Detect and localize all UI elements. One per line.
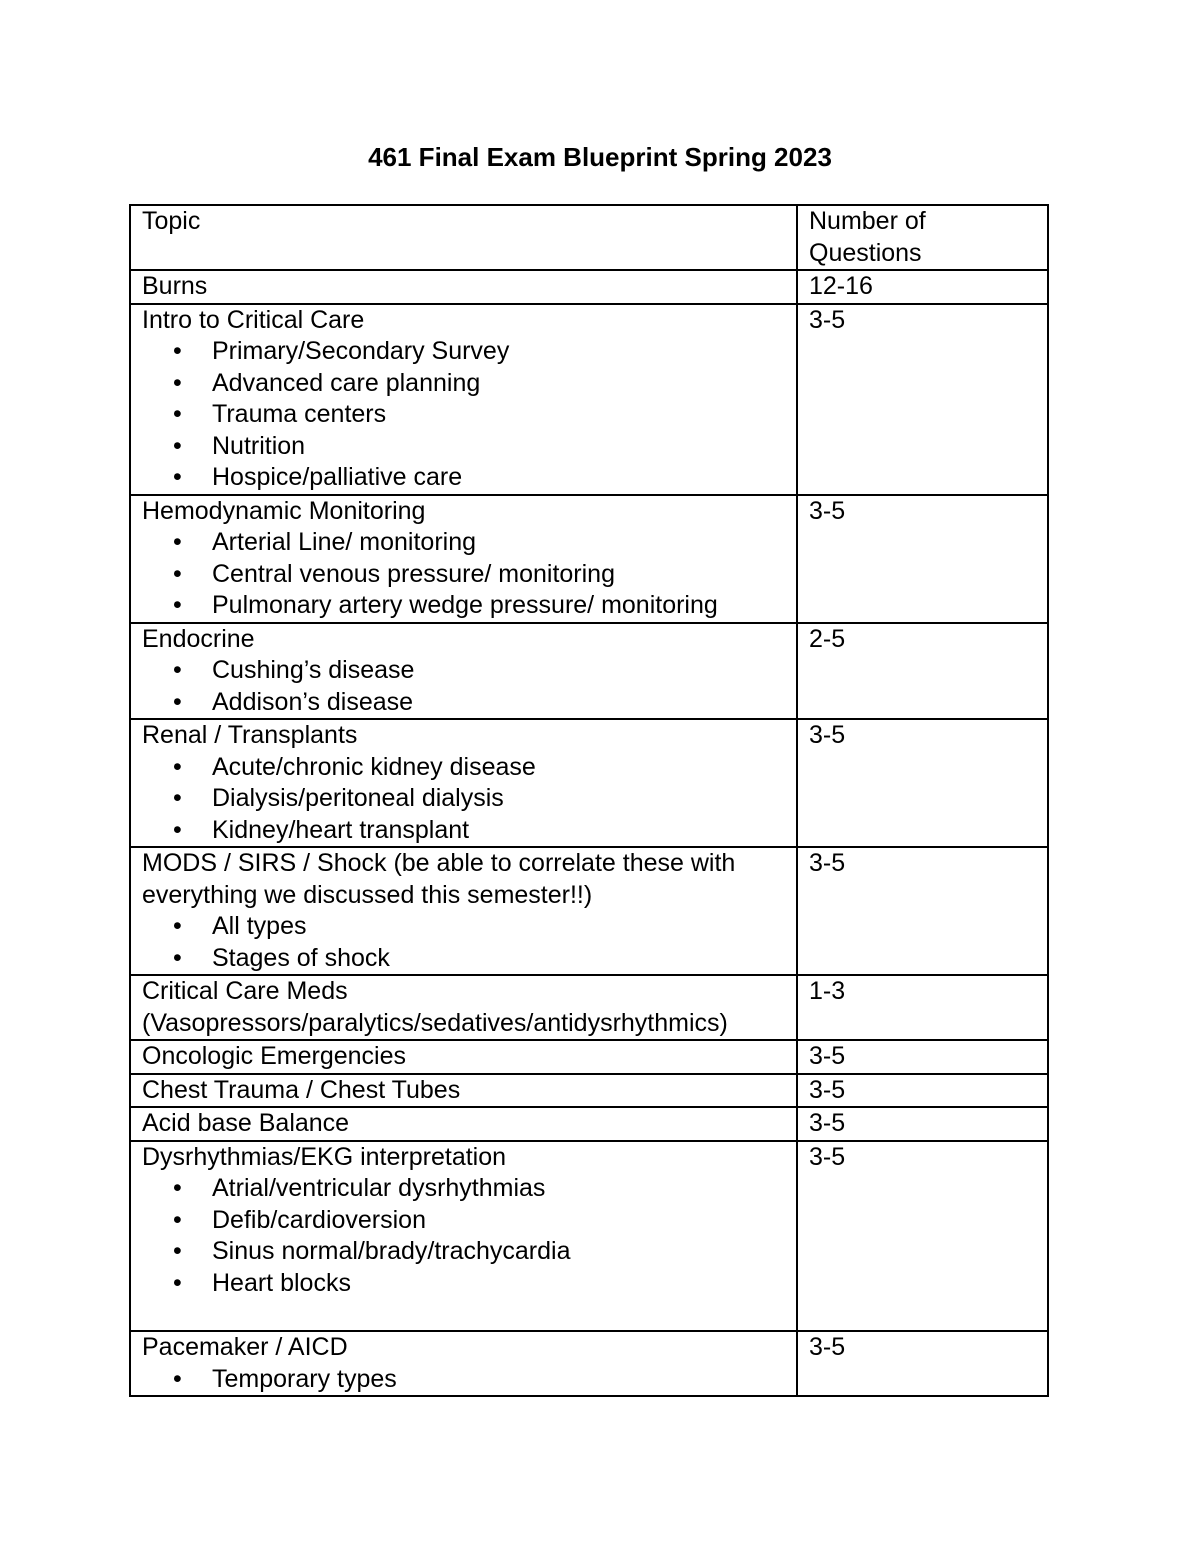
- count-cell: 3-5: [797, 1040, 1048, 1074]
- topic-title: Pacemaker / AICD: [142, 1333, 348, 1361]
- topic-cell: [130, 1331, 797, 1396]
- topic-cell: [130, 847, 797, 975]
- subtopic-item: • Addison’s disease: [142, 687, 786, 719]
- subtopic-item: • Primary/Secondary Survey: [142, 336, 786, 368]
- count-cell: 3-5: [797, 1331, 1048, 1396]
- table-row: [130, 975, 1048, 1040]
- subtopic-list: [142, 527, 786, 622]
- topic-cell: [130, 270, 797, 304]
- subtopic-item: • Kidney/heart transplant: [142, 815, 786, 847]
- topic-title: Intro to Critical Care: [142, 305, 365, 334]
- topic-title: Renal / Transplants: [142, 721, 358, 749]
- subtopic-item: • Sinus normal/brady/trachycardia: [142, 1236, 786, 1268]
- subtopic-item: • Dialysis/peritoneal dialysis: [142, 783, 786, 815]
- table-row: [130, 1141, 1048, 1332]
- table-row: [130, 719, 1048, 847]
- subtopic-item: • Hospice/palliative care: [142, 462, 786, 494]
- subtopic-item: • Stages of shock: [142, 943, 786, 975]
- topic-cell: [130, 975, 797, 1040]
- subtopic-item: • Nutrition: [142, 431, 786, 463]
- topic-cell: [130, 719, 797, 847]
- subtopic-item: • Acute/chronic kidney disease: [142, 752, 786, 784]
- count-cell: 12-16: [797, 270, 1048, 304]
- topic-title: Dysrhythmias/EKG interpretation: [142, 1142, 507, 1171]
- topic-cell: [130, 495, 797, 623]
- count-cell: 3-5: [797, 1141, 1048, 1332]
- subtopic-item: • Arterial Line/ monitoring: [142, 527, 786, 559]
- subtopic-list: [142, 336, 786, 494]
- subtopic-list: [142, 1364, 786, 1396]
- count-cell: 2-5: [797, 623, 1048, 720]
- header-topic: Topic: [130, 205, 797, 270]
- header-count: Number of Questions: [797, 205, 1048, 270]
- subtopic-list: [142, 911, 786, 974]
- page-title: 461 Final Exam Blueprint Spring 2023: [368, 142, 832, 172]
- subtopic-item: • Central venous pressure/ monitoring: [142, 559, 786, 591]
- topic-title: Burns: [142, 272, 208, 300]
- count-cell: 3-5: [797, 719, 1048, 847]
- count-cell: 3-5: [797, 304, 1048, 495]
- subtopic-item: • Trauma centers: [142, 399, 786, 431]
- table-row: [130, 270, 1048, 304]
- subtopic-item: • Cushing’s disease: [142, 655, 786, 687]
- topic-cell: [130, 1040, 797, 1074]
- subtopic-item: • Advanced care planning: [142, 368, 786, 400]
- blank-line: [142, 1299, 786, 1330]
- topic-cell: [130, 1141, 797, 1332]
- topic-title: Oncologic Emergencies: [142, 1042, 407, 1070]
- table-row: [130, 1331, 1048, 1396]
- table-row: [130, 304, 1048, 495]
- topic-title: Hemodynamic Monitoring: [142, 496, 426, 525]
- subtopic-item: • Atrial/ventricular dysrhythmias: [142, 1173, 786, 1205]
- topic-title: Acid base Balance: [142, 1109, 350, 1137]
- count-cell: 3-5: [797, 847, 1048, 975]
- subtopic-item: • All types: [142, 911, 786, 943]
- subtopic-item: • Defib/cardioversion: [142, 1205, 786, 1237]
- count-cell: 3-5: [797, 1074, 1048, 1108]
- topic-cell: [130, 1107, 797, 1141]
- table-header-row: [130, 205, 1048, 270]
- topic-title: Endocrine: [142, 624, 255, 653]
- subtopic-list: [142, 752, 786, 847]
- topic-title: MODS / SIRS / Shock (be able to correlate these with everything we discussed this semester!!): [142, 849, 736, 909]
- count-cell: 3-5: [797, 495, 1048, 623]
- topic-cell: [130, 623, 797, 720]
- count-cell: 3-5: [797, 1107, 1048, 1141]
- subtopic-item: • Temporary types: [142, 1364, 786, 1396]
- topic-title: Critical Care Meds (Vasopressors/paralytics/sedatives/antidysrhythmics): [142, 977, 728, 1037]
- topic-title: Chest Trauma / Chest Tubes: [142, 1075, 461, 1104]
- table-row: [130, 1040, 1048, 1074]
- subtopic-item: • Pulmonary artery wedge pressure/ monitoring: [142, 590, 786, 622]
- subtopic-list: [142, 655, 786, 718]
- subtopic-item: • Heart blocks: [142, 1268, 786, 1300]
- subtopic-list: [142, 1173, 786, 1299]
- table-row: [130, 495, 1048, 623]
- table-row: [130, 1074, 1048, 1108]
- topic-cell: [130, 1074, 797, 1108]
- topic-cell: [130, 304, 797, 495]
- count-cell: 1-3: [797, 975, 1048, 1040]
- blueprint-table: [129, 204, 1049, 1397]
- table-row: [130, 623, 1048, 720]
- table-row: [130, 847, 1048, 975]
- table-row: [130, 1107, 1048, 1141]
